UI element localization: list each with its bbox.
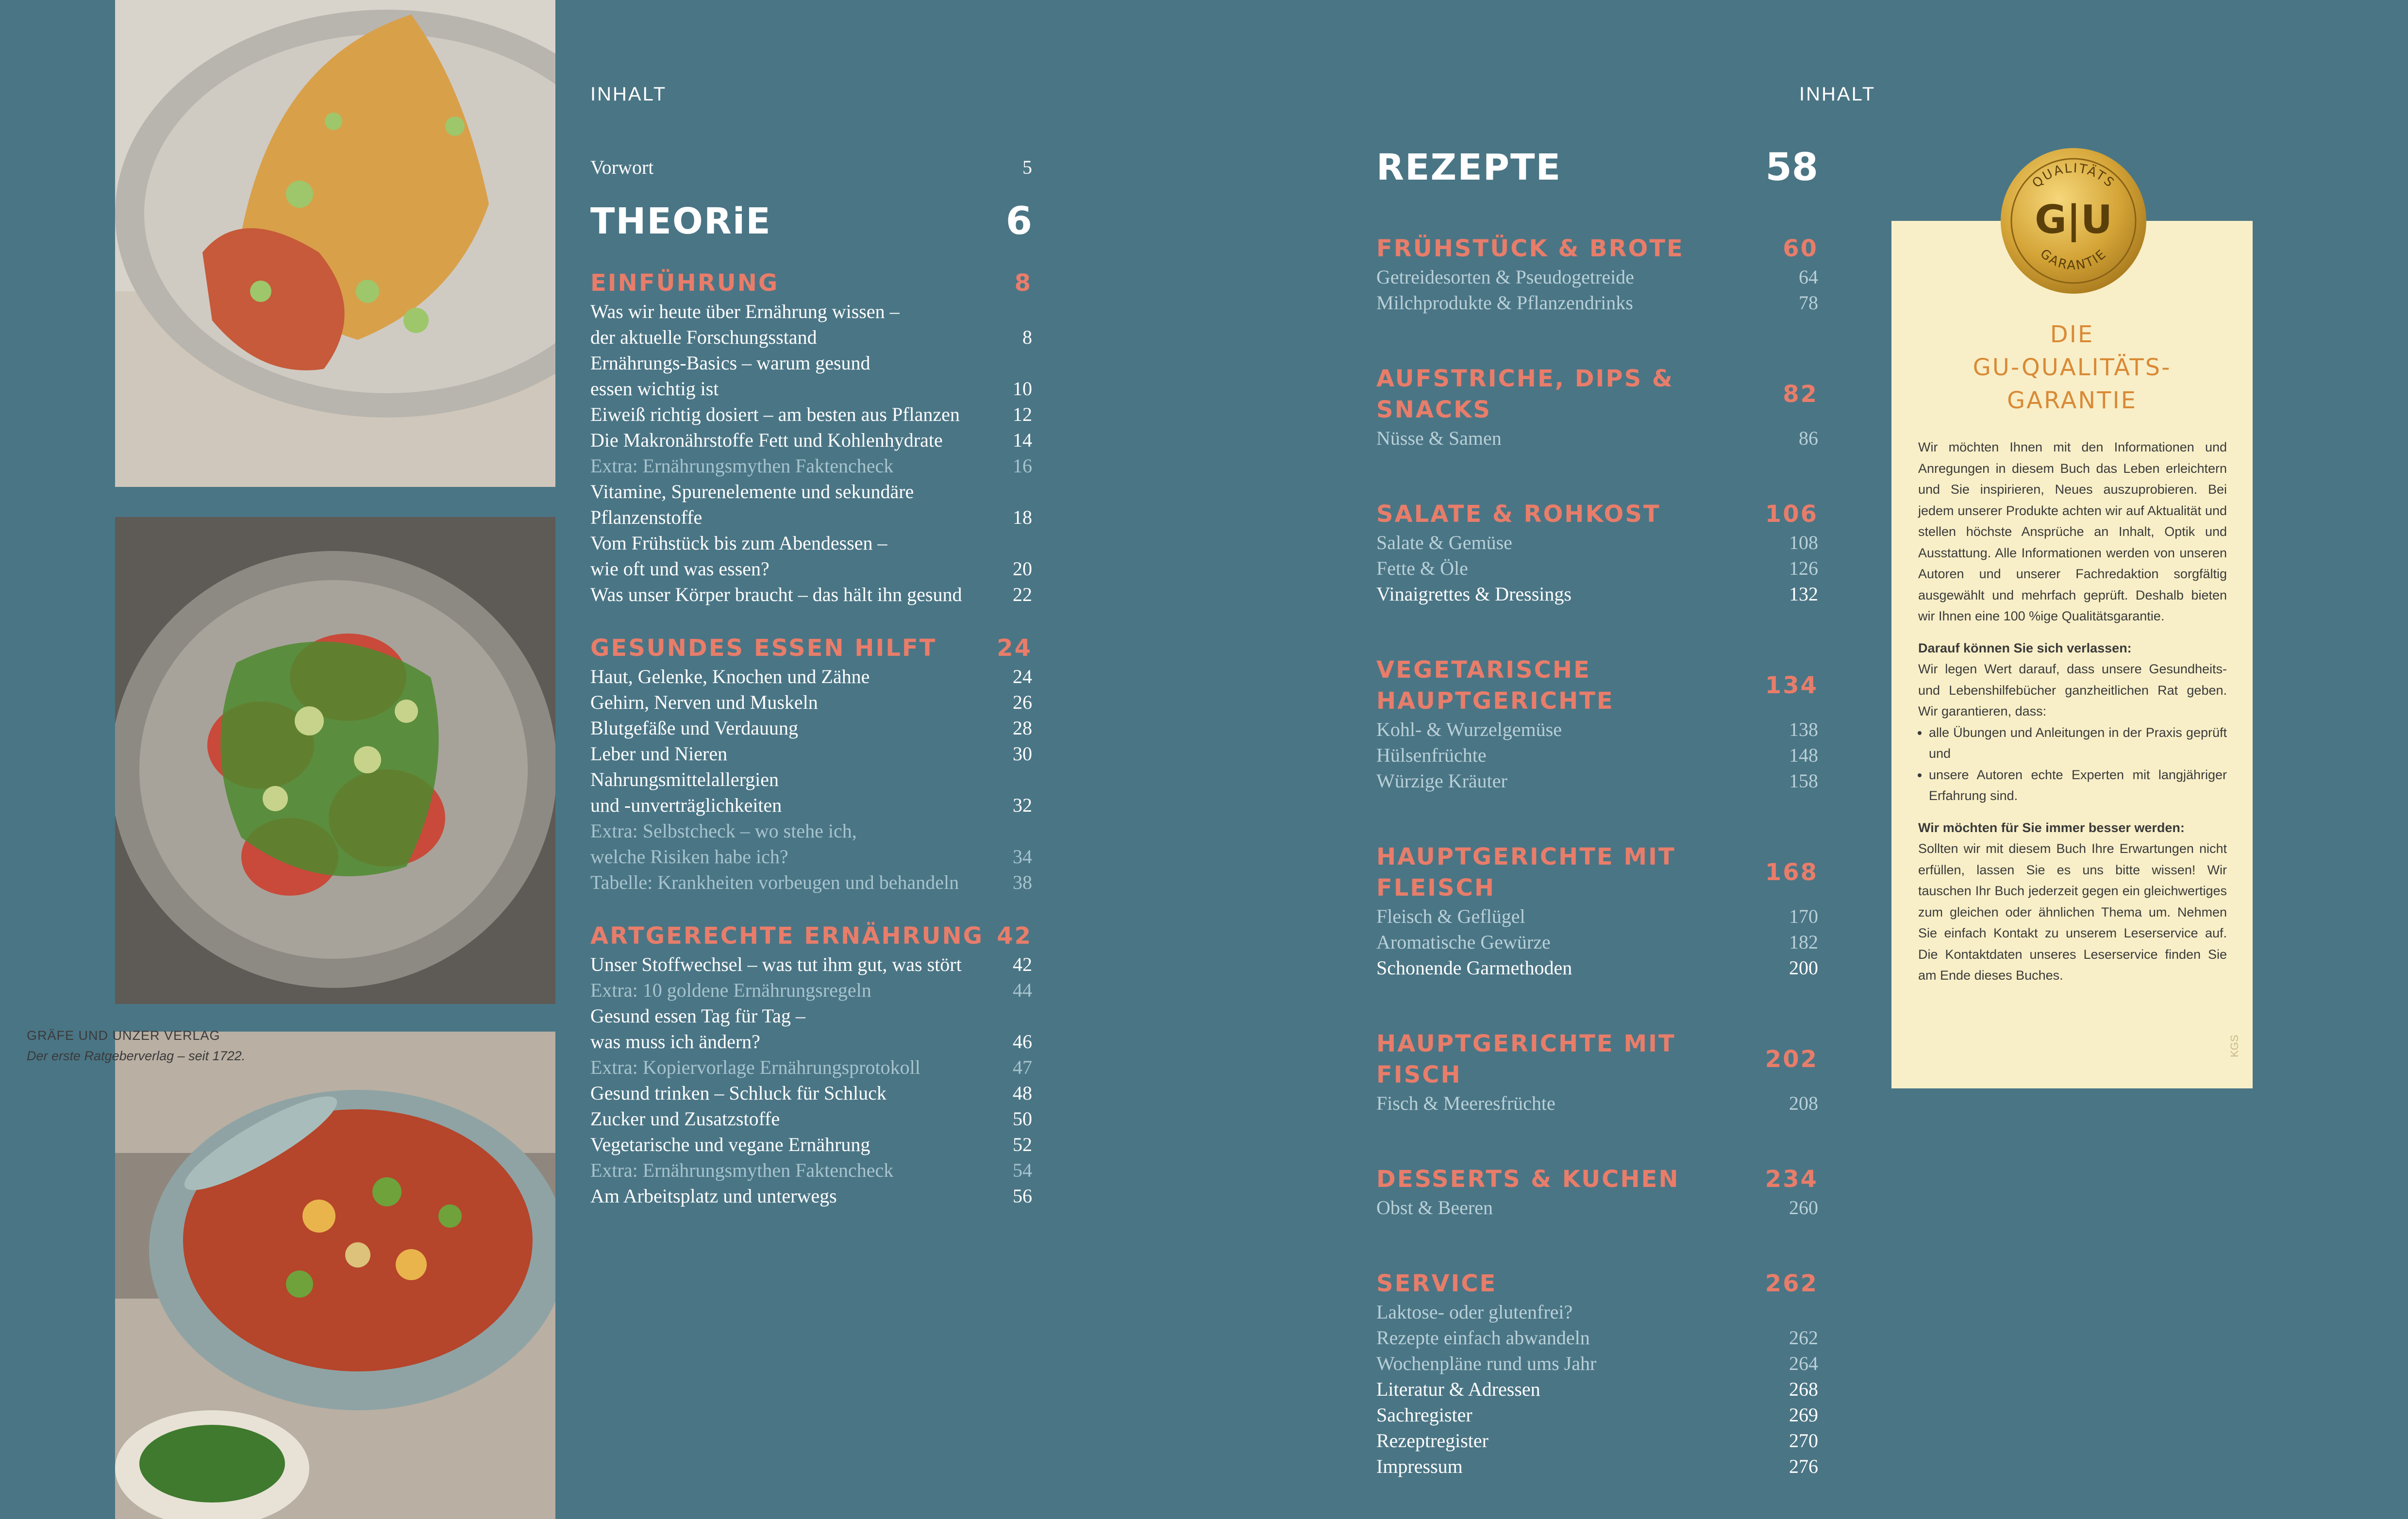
entry-title: Extra: Selbstcheck – wo stehe ich, [590, 820, 857, 842]
entry-title: Was unser Körper braucht – das hält ihn gesund [590, 584, 962, 605]
entry-page: 42 [1013, 953, 1032, 975]
entry-title: Haut, Gelenke, Knochen und Zähne [590, 666, 870, 687]
entry-page: 78 [1799, 292, 1818, 314]
toc-entry[interactable] [590, 504, 1032, 530]
entry-title: Nüsse & Samen [1376, 427, 1502, 449]
part-title: THEORiE [590, 200, 771, 242]
entry-page: 38 [1013, 871, 1032, 893]
section-page: 168 [1765, 859, 1818, 886]
header-left: INHALT [590, 83, 667, 105]
entry-page: 10 [1013, 378, 1032, 400]
section-title: DESSERTS & KUCHEN [1376, 1166, 1680, 1193]
entry-title: Zucker und Zusatzstoffe [590, 1108, 780, 1130]
toc-recipes [1376, 146, 1818, 1479]
entry-title: Rezeptregister [1376, 1430, 1488, 1452]
toc-entry[interactable] [590, 689, 1032, 715]
toc-entry[interactable] [1376, 1325, 1818, 1351]
entry-page: 26 [1013, 691, 1032, 713]
entry-title: Nahrungsmittelallergien [590, 768, 779, 790]
entry-title: Ernährungs-Basics – warum gesund [590, 352, 870, 374]
entry-title: Tabelle: Krankheiten vorbeugen und behandeln [590, 871, 959, 893]
entry-page: 5 [1022, 156, 1032, 178]
toc-entry[interactable] [1376, 929, 1818, 955]
entry-page: 44 [1013, 979, 1032, 1001]
guarantee-bullets [1918, 722, 2227, 807]
entry-page: 158 [1789, 770, 1818, 792]
toc-entry[interactable] [1376, 290, 1818, 316]
section-page: 202 [1765, 1046, 1818, 1073]
entry-title: Vinaigrettes & Dressings [1376, 583, 1572, 605]
entry-page: 148 [1789, 744, 1818, 766]
section-title: SALATE & ROHKOST [1376, 501, 1661, 528]
toc-entry[interactable] [590, 530, 1032, 556]
toc-entry[interactable] [1376, 717, 1818, 742]
toc-entry[interactable] [590, 1132, 1032, 1157]
section-page: 262 [1765, 1270, 1818, 1297]
toc-entry[interactable] [590, 1106, 1032, 1132]
toc-entry[interactable] [590, 350, 1032, 376]
entry-title: Hülsenfrüchte [1376, 744, 1487, 766]
section-page: 60 [1783, 235, 1818, 262]
toc-entry[interactable] [1376, 1351, 1818, 1376]
toc-entry[interactable] [590, 767, 1032, 792]
toc-entry[interactable] [590, 664, 1032, 689]
entry-page: 108 [1789, 532, 1818, 553]
guarantee-title-line: GARANTIE [2007, 387, 2137, 414]
entry-title: wie oft und was essen? [590, 558, 769, 580]
part-recipes[interactable] [1376, 146, 1818, 189]
entry-title: der aktuelle Forschungsstand [590, 326, 817, 348]
section-service[interactable] [1376, 1268, 1818, 1299]
entry-page: 270 [1789, 1430, 1818, 1452]
entry-page: 182 [1789, 931, 1818, 953]
toc-entry[interactable] [1376, 742, 1818, 768]
publisher-name: GRÄFE UND UNZER VERLAG [27, 1028, 220, 1043]
entry-page: 276 [1789, 1455, 1818, 1477]
section-page: 134 [1765, 672, 1818, 699]
entry-title: Vom Frühstück bis zum Abendessen – [590, 532, 887, 554]
section-title: VEGETARISCHE HAUPTGERICHTE [1376, 656, 1614, 715]
toc-entry[interactable] [590, 299, 1032, 324]
toc-entry-extra[interactable] [590, 1157, 1032, 1183]
toc-entry[interactable] [1376, 555, 1818, 581]
entry-page: 22 [1013, 584, 1032, 605]
entry-page: 56 [1013, 1185, 1032, 1207]
toc-entry[interactable] [1376, 530, 1818, 555]
entry-title: Fette & Öle [1376, 557, 1468, 579]
section-desserts[interactable] [1376, 1164, 1818, 1195]
entry-title: Aromatische Gewürze [1376, 931, 1551, 953]
entry-title: Leber und Nieren [590, 743, 728, 765]
toc-entry[interactable] [590, 479, 1032, 504]
section-einfuehrung[interactable] [590, 267, 1032, 299]
entry-title: Eiweiß richtig dosiert – am besten aus Pflanzen [590, 403, 960, 425]
toc-entry-foreword[interactable] [590, 154, 1032, 180]
toc-entry[interactable] [1376, 264, 1818, 290]
code-label: KGS [2228, 1035, 2241, 1057]
section-page: 24 [997, 634, 1032, 662]
entry-page: 12 [1013, 403, 1032, 425]
seal-letters: G|U [2035, 197, 2112, 242]
guarantee-title [1891, 318, 2253, 417]
toc-entry-extra[interactable] [590, 977, 1032, 1003]
part-page: 58 [1765, 146, 1818, 189]
entry-page: 18 [1013, 506, 1032, 528]
entry-title: Würzige Kräuter [1376, 770, 1507, 792]
toc-entry[interactable] [1376, 955, 1818, 981]
section-page: 82 [1783, 381, 1818, 408]
toc-entry[interactable] [1376, 1090, 1818, 1116]
section-title: HAUPTGERICHTE MIT FLEISCH [1376, 843, 1676, 901]
entry-title: Vorwort [590, 156, 654, 178]
toc-entry[interactable] [590, 427, 1032, 453]
entry-page: 24 [1013, 666, 1032, 687]
entry-page: 208 [1789, 1092, 1818, 1114]
entry-title: welche Risiken habe ich? [590, 846, 788, 868]
seal-bottom-text: GARANTIE [2037, 246, 2110, 273]
entry-page: 46 [1013, 1031, 1032, 1052]
entry-page: 138 [1789, 718, 1818, 740]
guarantee-title-line: GU-QUALITÄTS- [1973, 354, 2172, 381]
toc-entry[interactable] [590, 582, 1032, 607]
entry-title: Am Arbeitsplatz und unterwegs [590, 1185, 837, 1207]
toc-entry[interactable] [590, 324, 1032, 350]
entry-page: 268 [1789, 1378, 1818, 1400]
entry-title: Impressum [1376, 1455, 1463, 1477]
entry-title: Kohl- & Wurzelgemüse [1376, 718, 1562, 740]
toc-entry[interactable] [1376, 1376, 1818, 1402]
entry-page: 126 [1789, 557, 1818, 579]
section-page: 106 [1765, 501, 1818, 528]
part-title: REZEPTE [1376, 147, 1562, 188]
entry-page: 269 [1789, 1404, 1818, 1426]
entry-title: Extra: Ernährungsmythen Faktencheck [590, 1159, 894, 1181]
entry-title: Extra: 10 goldene Ernährungsregeln [590, 979, 871, 1001]
section-artgerechte-ernaehrung[interactable] [590, 920, 1032, 951]
guarantee-intro: Wir möchten Ihnen mit den Informationen und Anregungen in diesem Buch das Leben erleichtern und Sie inspirieren, Neues auszuprobieren. Bei jedem unserer Produkte achten wir auf Aktualität und stellen höchste Ansprüche an Inhalt, Optik und Ausstattung. Alle Informationen werden von unseren Autoren und unserer Fachredaktion sorgfältig ausgewählt und mehrfach geprüft. Deshalb bieten wir Ihnen eine 100 %ige Qualitätsgarantie. [1918, 440, 2227, 623]
entry-title: Milchprodukte & Pflanzendrinks [1376, 292, 1633, 314]
photo-salad [115, 517, 555, 1004]
toc-entry-extra[interactable] [590, 844, 1032, 869]
section-title: ARTGERECHTE ERNÄHRUNG [590, 922, 984, 950]
toc-entry[interactable] [590, 1003, 1032, 1029]
entry-title: Wochenpläne rund ums Jahr [1376, 1352, 1597, 1374]
gu-quality-seal-icon [1998, 146, 2149, 296]
entry-page: 32 [1013, 794, 1032, 816]
photo-omelette [115, 0, 555, 487]
toc-entry[interactable] [590, 556, 1032, 582]
entry-title: essen wichtig ist [590, 378, 719, 400]
toc-entry-extra[interactable] [590, 1054, 1032, 1080]
entry-title: Getreidesorten & Pseudogetreide [1376, 266, 1634, 288]
entry-page: 170 [1789, 905, 1818, 927]
toc-entry[interactable] [590, 792, 1032, 818]
entry-title: Sachregister [1376, 1404, 1472, 1426]
entry-title: Schonende Garmethoden [1376, 957, 1572, 979]
toc-entry[interactable] [1376, 1402, 1818, 1428]
entry-page: 54 [1013, 1159, 1032, 1181]
section-title: EINFÜHRUNG [590, 269, 779, 297]
guarantee-text-1: Wir legen Wert darauf, dass unsere Gesundheits- und Lebenshilfebücher ganzheitlichen Rat geben. Wir garantieren, dass: [1918, 662, 2227, 718]
toc-entry[interactable] [590, 741, 1032, 767]
entry-title: Extra: Ernährungsmythen Faktencheck [590, 455, 894, 477]
toc-entry[interactable] [1376, 1299, 1818, 1325]
toc-entry[interactable] [590, 1183, 1032, 1209]
section-gesundes-essen[interactable] [590, 633, 1032, 664]
entry-title: Gesund essen Tag für Tag – [590, 1005, 805, 1027]
seal-top-text: QUALITÄTS [2029, 161, 2118, 191]
toc-entry[interactable] [590, 1080, 1032, 1106]
section-page: 234 [1765, 1166, 1818, 1193]
section-fruehstueck[interactable] [1376, 233, 1818, 264]
entry-title: Obst & Beeren [1376, 1197, 1493, 1219]
entry-title: Blutgefäße und Verdauung [590, 717, 799, 739]
entry-title: was muss ich ändern? [590, 1031, 760, 1052]
entry-title: Pflanzenstoffe [590, 506, 702, 528]
guarantee-title-line: DIE [2050, 321, 2094, 348]
toc-entry[interactable] [590, 951, 1032, 977]
entry-page: 16 [1013, 455, 1032, 477]
section-vegetarische-hauptgerichte[interactable] [1376, 654, 1818, 717]
toc-entry[interactable] [590, 715, 1032, 741]
entry-title: Die Makronährstoffe Fett und Kohlenhydrate [590, 429, 943, 451]
entry-page: 30 [1013, 743, 1032, 765]
entry-title: Vegetarische und vegane Ernährung [590, 1134, 870, 1155]
toc-entry[interactable] [1376, 1453, 1818, 1479]
section-page: 42 [997, 922, 1032, 950]
entry-title: Literatur & Adressen [1376, 1378, 1540, 1400]
section-salate[interactable] [1376, 499, 1818, 530]
entry-title: Extra: Kopiervorlage Ernährungsprotokoll [590, 1056, 920, 1078]
section-title: FRÜHSTÜCK & BROTE [1376, 235, 1684, 262]
part-page: 6 [1005, 200, 1032, 243]
entry-title: Fleisch & Geflügel [1376, 905, 1525, 927]
toc-entry[interactable] [590, 401, 1032, 427]
entry-page: 20 [1013, 558, 1032, 580]
section-hauptgerichte-fleisch[interactable] [1376, 841, 1818, 903]
section-page: 8 [1014, 269, 1032, 297]
entry-page: 260 [1789, 1197, 1818, 1219]
entry-title: Rezepte einfach abwandeln [1376, 1327, 1590, 1349]
entry-page: 50 [1013, 1108, 1032, 1130]
toc-entry[interactable] [590, 1029, 1032, 1054]
toc-entry[interactable] [1376, 1195, 1818, 1220]
guarantee-bullet: • alle Übungen und Anleitungen in der Praxis geprüft und [1929, 722, 2227, 765]
entry-page: 52 [1013, 1134, 1032, 1155]
guarantee-heading-2: Wir möchten für Sie immer besser werden: [1918, 820, 2185, 835]
toc-entry[interactable] [1376, 425, 1818, 451]
entry-page: 28 [1013, 717, 1032, 739]
publisher-slogan: Der erste Ratgeberverlag – seit 1722. [27, 1049, 246, 1063]
section-title: GESUNDES ESSEN HILFT [590, 634, 937, 662]
guarantee-heading-1: Darauf können Sie sich verlassen: [1918, 640, 2132, 655]
entry-page: 264 [1789, 1352, 1818, 1374]
entry-title: Salate & Gemüse [1376, 532, 1512, 553]
entry-title: und -unverträglichkeiten [590, 794, 782, 816]
toc-entry[interactable] [1376, 768, 1818, 794]
entry-title: Laktose- oder glutenfrei? [1376, 1301, 1573, 1323]
toc-entry[interactable] [1376, 903, 1818, 929]
entry-page: 14 [1013, 429, 1032, 451]
section-title: HAUPTGERICHTE MIT FISCH [1376, 1030, 1676, 1088]
guarantee-bullet: • unsere Autoren echte Experten mit langjähriger Erfahrung sind. [1929, 765, 2227, 807]
toc-entry-extra[interactable] [590, 818, 1032, 844]
part-theory[interactable] [590, 200, 1032, 243]
publisher-block [27, 1025, 245, 1066]
entry-page: 132 [1789, 583, 1818, 605]
entry-title: Fisch & Meeresfrüchte [1376, 1092, 1555, 1114]
toc-entry-extra[interactable] [590, 453, 1032, 479]
entry-page: 64 [1799, 266, 1818, 288]
section-title: AUFSTRICHE, DIPS & SNACKS [1376, 365, 1674, 423]
toc-entry[interactable] [1376, 581, 1818, 607]
section-title: SERVICE [1376, 1270, 1497, 1297]
entry-title: Gehirn, Nerven und Muskeln [590, 691, 818, 713]
entry-page: 34 [1013, 846, 1032, 868]
toc-entry[interactable] [590, 376, 1032, 401]
entry-title: Gesund trinken – Schluck für Schluck [590, 1082, 886, 1104]
entry-title: Was wir heute über Ernährung wissen – [590, 300, 900, 322]
entry-page: 8 [1022, 326, 1032, 348]
guarantee-box [1891, 221, 2253, 1088]
section-hauptgerichte-fisch[interactable] [1376, 1028, 1818, 1090]
toc-entry[interactable] [1376, 1428, 1818, 1453]
guarantee-text [1918, 437, 2227, 997]
entry-page: 86 [1799, 427, 1818, 449]
entry-page: 200 [1789, 957, 1818, 979]
entry-page: 47 [1013, 1056, 1032, 1078]
toc-entry-extra[interactable] [590, 869, 1032, 895]
toc-theory [590, 154, 1032, 1209]
photo-stew [115, 1032, 555, 1519]
entry-title: Vitamine, Spurenelemente und sekundäre [590, 481, 914, 502]
header-right: INHALT [1799, 83, 1876, 105]
section-aufstriche[interactable] [1376, 363, 1818, 425]
entry-page: 48 [1013, 1082, 1032, 1104]
guarantee-text-2: Sollten wir mit diesem Buch Ihre Erwartungen nicht erfüllen, lassen Sie es uns bitte wissen! Wir tauschen Ihr Buch jederzeit gegen ein gleichwertiges zum gleichen oder ähnlichen Thema um. Nehmen Sie einfach Kontakt zu unserem Leserservice auf. Die Kontaktdaten unseres Leserservice finden Sie am Ende dieses Buches. [1918, 841, 2227, 983]
entry-page: 262 [1789, 1327, 1818, 1349]
entry-title: Unser Stoffwechsel – was tut ihm gut, was stört [590, 953, 962, 975]
